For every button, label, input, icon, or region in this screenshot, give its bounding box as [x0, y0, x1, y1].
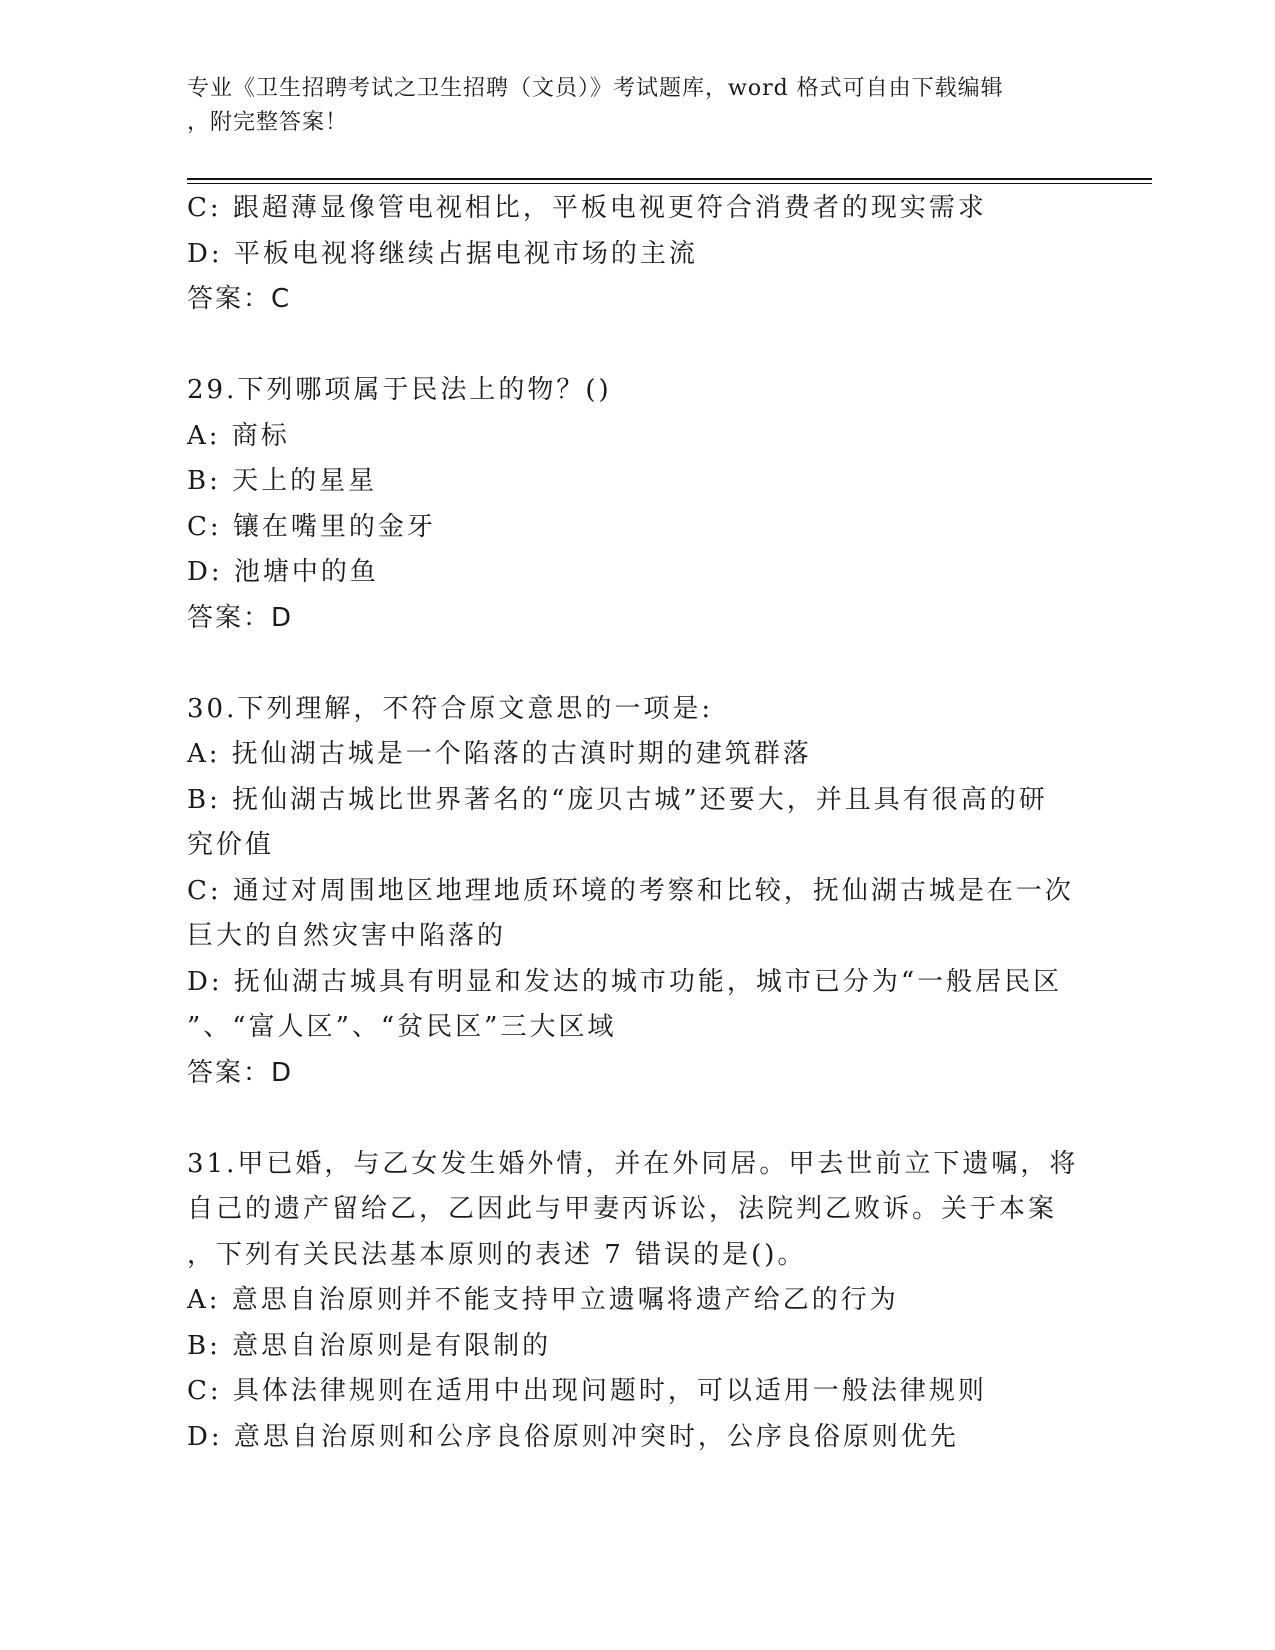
option-d — [187, 960, 1087, 1051]
spacer — [187, 323, 1087, 369]
spacer — [187, 1096, 1087, 1142]
header-line-1: 专业《卫生招聘考试之卫生招聘（文员）》考试题库，word 格式可自由下载编辑 — [187, 76, 1004, 101]
option-b: B: 天上的星星 — [187, 466, 378, 496]
question-stem: 29.下列哪项属于民法上的物？() — [187, 375, 612, 405]
option-d: D: 平板电视将继续占据电视市场的主流 — [187, 238, 698, 269]
option-b — [187, 778, 1087, 869]
question-list — [187, 186, 1087, 1460]
option-c-line-1: C: 通过对周围地区地理地质环境的考察和比较，抚仙湖古城是在一次 — [187, 875, 1074, 906]
option-a: A: 抚仙湖古城是一个陷落的古滇时期的建筑群落 — [187, 739, 812, 769]
option-d: D: 意思自治原则和公序良俗原则冲突时，公序良俗原则优先 — [187, 1421, 959, 1452]
option-d-line-1: D: 抚仙湖古城具有明显和发达的城市功能，城市已分为“一般居民区 — [187, 966, 1063, 997]
document-header — [187, 72, 1067, 140]
header-rule-thin — [187, 183, 1152, 184]
option-b: B: 意思自治原则是有限制的 — [187, 1330, 552, 1361]
header-rule-thick — [187, 178, 1152, 180]
option-c: C: 镶在嘴里的金牙 — [187, 511, 436, 542]
option-b-line-2: 究价值 — [187, 830, 275, 860]
answer: 答案：C — [187, 284, 292, 314]
option-b-line-1: B: 抚仙湖古城比世界著名的“庞贝古城”还要大，并且具有很高的研 — [187, 784, 1048, 815]
option-a: A: 商标 — [187, 420, 290, 451]
answer: 答案：D — [187, 602, 294, 633]
option-c: C: 具体法律规则在适用中出现问题时，可以适用一般法律规则 — [187, 1376, 987, 1406]
question-stem-line-2: 自己的遗产留给乙，乙因此与甲妻丙诉讼，法院判乙败诉。关于本案 — [187, 1194, 1058, 1224]
option-a: A: 意思自治原则并不能支持甲立遗嘱将遗产给乙的行为 — [187, 1285, 899, 1315]
question-stem-line-1: 31.甲已婚，与乙女发生婚外情，并在外同居。甲去世前立下遗嘱，将 — [187, 1148, 1079, 1179]
option-c: C: 跟超薄显像管电视相比，平板电视更符合消费者的现实需求 — [187, 193, 987, 223]
header-line-2: ，附完整答案！ — [187, 110, 349, 135]
question-31 — [187, 1142, 1087, 1461]
option-d: D: 池塘中的鱼 — [187, 557, 379, 587]
question-29 — [187, 368, 1087, 641]
option-c-line-2: 巨大的自然灾害中陷落的 — [187, 921, 507, 951]
question-stem-line-3: ，下列有关民法基本原则的表述 7 错误的是()。 — [187, 1239, 807, 1270]
question-stem: 30.下列理解，不符合原文意思的一项是: — [187, 693, 714, 724]
question-28-tail — [187, 186, 1087, 323]
question-30 — [187, 687, 1087, 1097]
option-c — [187, 869, 1087, 960]
option-d-line-2: ”、“富人区”、“贫民区”三大区域 — [187, 1012, 617, 1042]
answer: 答案：D — [187, 1057, 294, 1088]
spacer — [187, 641, 1087, 687]
